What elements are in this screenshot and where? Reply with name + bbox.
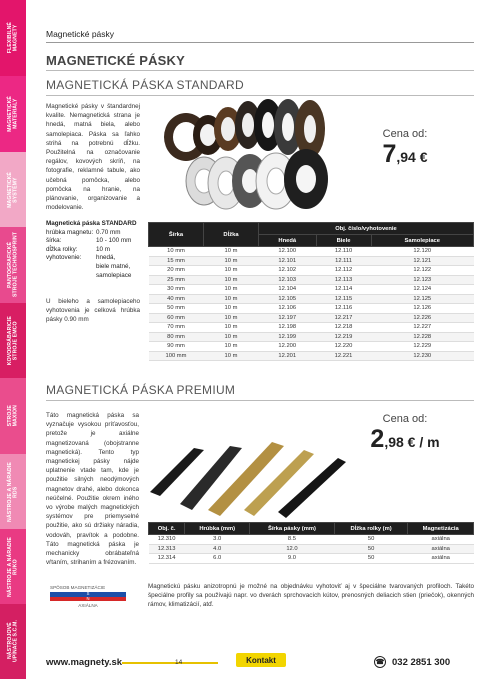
col-header: Dĺžka rolky (m) (334, 523, 408, 535)
standard-specs (46, 220, 137, 280)
page-title: MAGNETICKÉ PÁSKY (46, 53, 185, 68)
section-title-premium: MAGNETICKÁ PÁSKA PREMIUM (46, 383, 236, 397)
table-row (149, 342, 474, 352)
table-cell: 20 mm (149, 266, 204, 276)
table-cell: 12.101 (259, 256, 317, 266)
table-cell: 12.198 (259, 323, 317, 333)
col-header: Hnedá (259, 235, 317, 247)
table-cell: 10 m (204, 304, 259, 314)
tape-roll-white (186, 149, 328, 209)
table-cell: 12.197 (259, 313, 317, 323)
sidebar-tab-flexibilne[interactable]: FLEXIBILNÉ MAGNETY (0, 0, 26, 76)
table-cell: 70 mm (149, 323, 204, 333)
table-cell: 12.124 (371, 285, 473, 295)
table-cell: 12.122 (371, 266, 473, 276)
table-cell: 90 mm (149, 342, 204, 352)
table-row (149, 247, 474, 257)
magnetization-type: AXIÁLNA (78, 603, 98, 608)
table-cell: 12.230 (371, 351, 473, 361)
standard-note: U bieleho a samolepiaceho vyhotovenia je celková hrúbka pásky 0.90 mm (46, 298, 140, 324)
sidebar-tab-materialy[interactable]: MAGNETICKÉ MATERIÁLY (0, 76, 26, 152)
table-cell: 12.200 (259, 342, 317, 352)
col-header: Šírka pásky (mm) (250, 523, 335, 535)
sidebar-tab-emco[interactable]: KOVODRÁBARICIE STROJE EMCO (0, 303, 26, 378)
tape-strip-gold (244, 450, 314, 516)
table-cell: 12.226 (371, 313, 473, 323)
col-header: Šírka (149, 223, 204, 247)
table-cell: 12.121 (371, 256, 473, 266)
col-header: Samolepiace (371, 235, 473, 247)
table-cell: 10 m (204, 256, 259, 266)
website-link[interactable]: www.magnety.sk (46, 657, 123, 668)
magnetization-caption: SPÔSOB MAGNETIZÁCIE (50, 585, 106, 590)
table-cell: 12.201 (259, 351, 317, 361)
table-cell: 25 mm (149, 275, 204, 285)
spec-row: hrúbka magnetu: 0.70 mm (46, 228, 121, 236)
premium-note: Magnetickú pásku anizotropnú je možné na objednávku vyhotoviť aj v špeciálne tvarovaných profiloch. Takéto špeciálne profily sa používajú napr. vo dverách sprchovacích kútov, prenosných deliacich stien (priečok), okenných rámov, klimatizácií, atď. (148, 583, 474, 609)
table-cell: 12.114 (316, 285, 371, 295)
table-cell: 12.314 (149, 554, 185, 564)
table-cell: 12.104 (259, 285, 317, 295)
table-cell: 30 mm (149, 285, 204, 295)
table-row (149, 323, 474, 333)
standard-tape-photo (146, 97, 358, 213)
table-row (149, 351, 474, 361)
premium-price (340, 413, 470, 454)
contact-button[interactable]: Kontakt (236, 653, 286, 667)
table-cell: axiálna (408, 535, 474, 545)
table-cell: 3.0 (185, 535, 250, 545)
col-header: Obj. č. (149, 523, 185, 535)
table-cell: 10 mm (149, 247, 204, 257)
table-cell: 6.0 (185, 554, 250, 564)
col-header: Biele (316, 235, 371, 247)
price-value: 7,94 € (382, 140, 428, 168)
premium-intro: Táto magnetická páska sa vyznačuje vysokou príťavosťou, pretože je axiálne magnetizovaná (obojstranne magnetická). Tento typ magnetickej pásky nájde uplatnenie vtade tam, kde je použitie silných neodýmových magnetov drahé, alebo dokonca neúčelné. Použitie okrem iného vo výrobe malých magnetických systémov pre priemyselné použitie, ako sú držiaky náradia, vodováh, pravítok a podobne. Táto magnetická páska je mechanicky obrábateľná vŕtaním, strihaním a frézovaním. (46, 412, 139, 567)
page-number: 14 (175, 659, 183, 666)
table-cell: 10 m (204, 351, 259, 361)
table-row (149, 285, 474, 295)
table-cell: 12.0 (250, 544, 335, 554)
table-cell: 10 m (204, 313, 259, 323)
magnetization-diagram (50, 585, 126, 608)
table-cell: 12.219 (316, 332, 371, 342)
sidebar-tab-scm[interactable]: NÁSTROJOVÉ UPÍNAČE S.C.M. (0, 604, 26, 679)
table-cell: 15 mm (149, 256, 204, 266)
sidebar-tab-technosprint[interactable]: PANTOGRAFICKÉ STROJE TECHNOSPRINT (0, 227, 26, 303)
table-row (149, 554, 474, 564)
table-cell: 10 m (204, 323, 259, 333)
table-cell: 12.110 (316, 247, 371, 257)
table-row (149, 544, 474, 554)
table-row (149, 535, 474, 545)
standard-intro: Magnetické pásky v štandardnej kvalite. Nemagnetická strana je hnedá, matná biela, alebo samolepiaca. Páska sa ľahko strihá na potrebnú dĺžku. Použitelná na označovanie regálov, kovových skríň, na fotografie, reklamné tabule, ako učebná pomôcka, alebo pomôcka na hranie, na plánovanie, organizovanie a modelovanie. (46, 103, 140, 212)
table-cell: 60 mm (149, 313, 204, 323)
table-cell: 12.221 (316, 351, 371, 361)
col-header: Dĺžka (204, 223, 259, 247)
sidebar-tab-ruko[interactable]: NÁSTROJE A NÁRADIE RUKO (0, 529, 26, 604)
table-cell: 12.125 (371, 294, 473, 304)
spec-row: vyhotovenie: hnedá, biele matné, samolepiace (46, 254, 132, 279)
standard-price (360, 128, 450, 169)
table-cell: 12.126 (371, 304, 473, 314)
specs-title: Magnetická páska STANDARD (46, 220, 137, 227)
col-header: Magnetizácia (408, 523, 474, 535)
table-cell: 10 m (204, 294, 259, 304)
table-cell: 12.227 (371, 323, 473, 333)
table-cell: 12.313 (149, 544, 185, 554)
col-header: Hrúbka (mm) (185, 523, 250, 535)
table-cell: 12.229 (371, 342, 473, 352)
table-cell: 8.5 (250, 535, 335, 545)
price-label: Cena od: (382, 128, 428, 140)
table-cell: 40 mm (149, 294, 204, 304)
table-cell: 12.113 (316, 275, 371, 285)
table-cell: 12.220 (316, 342, 371, 352)
table-cell: 10 m (204, 266, 259, 276)
standard-table-body (149, 247, 474, 361)
magnet-bar (50, 592, 126, 601)
table-cell: 12.120 (371, 247, 473, 257)
table-row (149, 266, 474, 276)
table-cell: 12.106 (259, 304, 317, 314)
table-cell: 100 mm (149, 351, 204, 361)
divider (46, 42, 474, 43)
table-cell: 9.0 (250, 554, 335, 564)
divider (46, 400, 474, 401)
sidebar-tab-maxion[interactable]: STROJE MAXION (0, 378, 26, 454)
price-label: Cena od: (382, 413, 428, 425)
table-cell: 80 mm (149, 332, 204, 342)
spec-row: šírka: 10 - 100 mm (46, 237, 132, 245)
table-cell: axiálna (408, 554, 474, 564)
table-cell: 12.111 (316, 256, 371, 266)
category-sidebar (0, 0, 26, 679)
table-row (149, 256, 474, 266)
table-cell: 50 mm (149, 304, 204, 314)
phone-contact[interactable] (374, 656, 450, 668)
table-cell: 50 (334, 544, 408, 554)
col-header: Obj. číslo/vyhotovenie (259, 223, 474, 235)
price-value: 2,98 € / m (370, 425, 440, 453)
tape-strip-gold (208, 442, 284, 516)
spec-row: dĺžka rolky: 10 m (46, 245, 110, 253)
table-cell: 12.105 (259, 294, 317, 304)
table-row (149, 313, 474, 323)
sidebar-tab-rds[interactable]: NÁSTROJE A NÁRADIE RDS (0, 454, 26, 529)
table-cell: 12.217 (316, 313, 371, 323)
table-cell: 10 m (204, 247, 259, 257)
table-cell: 12.115 (316, 294, 371, 304)
table-cell: 12.100 (259, 247, 317, 257)
premium-table (148, 522, 474, 564)
standard-table (148, 222, 474, 361)
phone-icon: ☎ (374, 656, 386, 668)
divider (46, 70, 474, 71)
table-row (149, 275, 474, 285)
table-cell: 12.228 (371, 332, 473, 342)
sidebar-tab-systemy[interactable]: MAGNETICKÉ SYSTÉMY (0, 152, 26, 227)
section-title-standard: MAGNETICKÁ PÁSKA STANDARD (46, 78, 244, 92)
table-cell: 12.103 (259, 275, 317, 285)
table-cell: 10 m (204, 275, 259, 285)
table-cell: 12.102 (259, 266, 317, 276)
premium-table-header (149, 523, 474, 535)
table-cell: 10 m (204, 285, 259, 295)
table-row (149, 304, 474, 314)
breadcrumb[interactable]: Magnetické pásky (46, 29, 115, 39)
table-cell: 10 m (204, 342, 259, 352)
footer-accent-line (122, 662, 218, 664)
table-cell: axiálna (408, 544, 474, 554)
table-row (149, 332, 474, 342)
table-cell: 50 (334, 535, 408, 545)
table-cell: 4.0 (185, 544, 250, 554)
premium-tape-photo (142, 432, 352, 520)
phone-number: 032 2851 300 (392, 656, 451, 668)
table-cell: 12.199 (259, 332, 317, 342)
table-cell: 12.218 (316, 323, 371, 333)
north-pole: N (50, 597, 126, 602)
table-cell: 10 m (204, 332, 259, 342)
table-row (149, 294, 474, 304)
table-cell: 12.123 (371, 275, 473, 285)
divider (46, 95, 474, 96)
table-cell: 12.116 (316, 304, 371, 314)
premium-table-body (149, 535, 474, 564)
table-cell: 50 (334, 554, 408, 564)
page-content (46, 0, 474, 679)
south-pole: S (50, 592, 126, 597)
table-cell: 12.112 (316, 266, 371, 276)
table-cell: 12.310 (149, 535, 185, 545)
